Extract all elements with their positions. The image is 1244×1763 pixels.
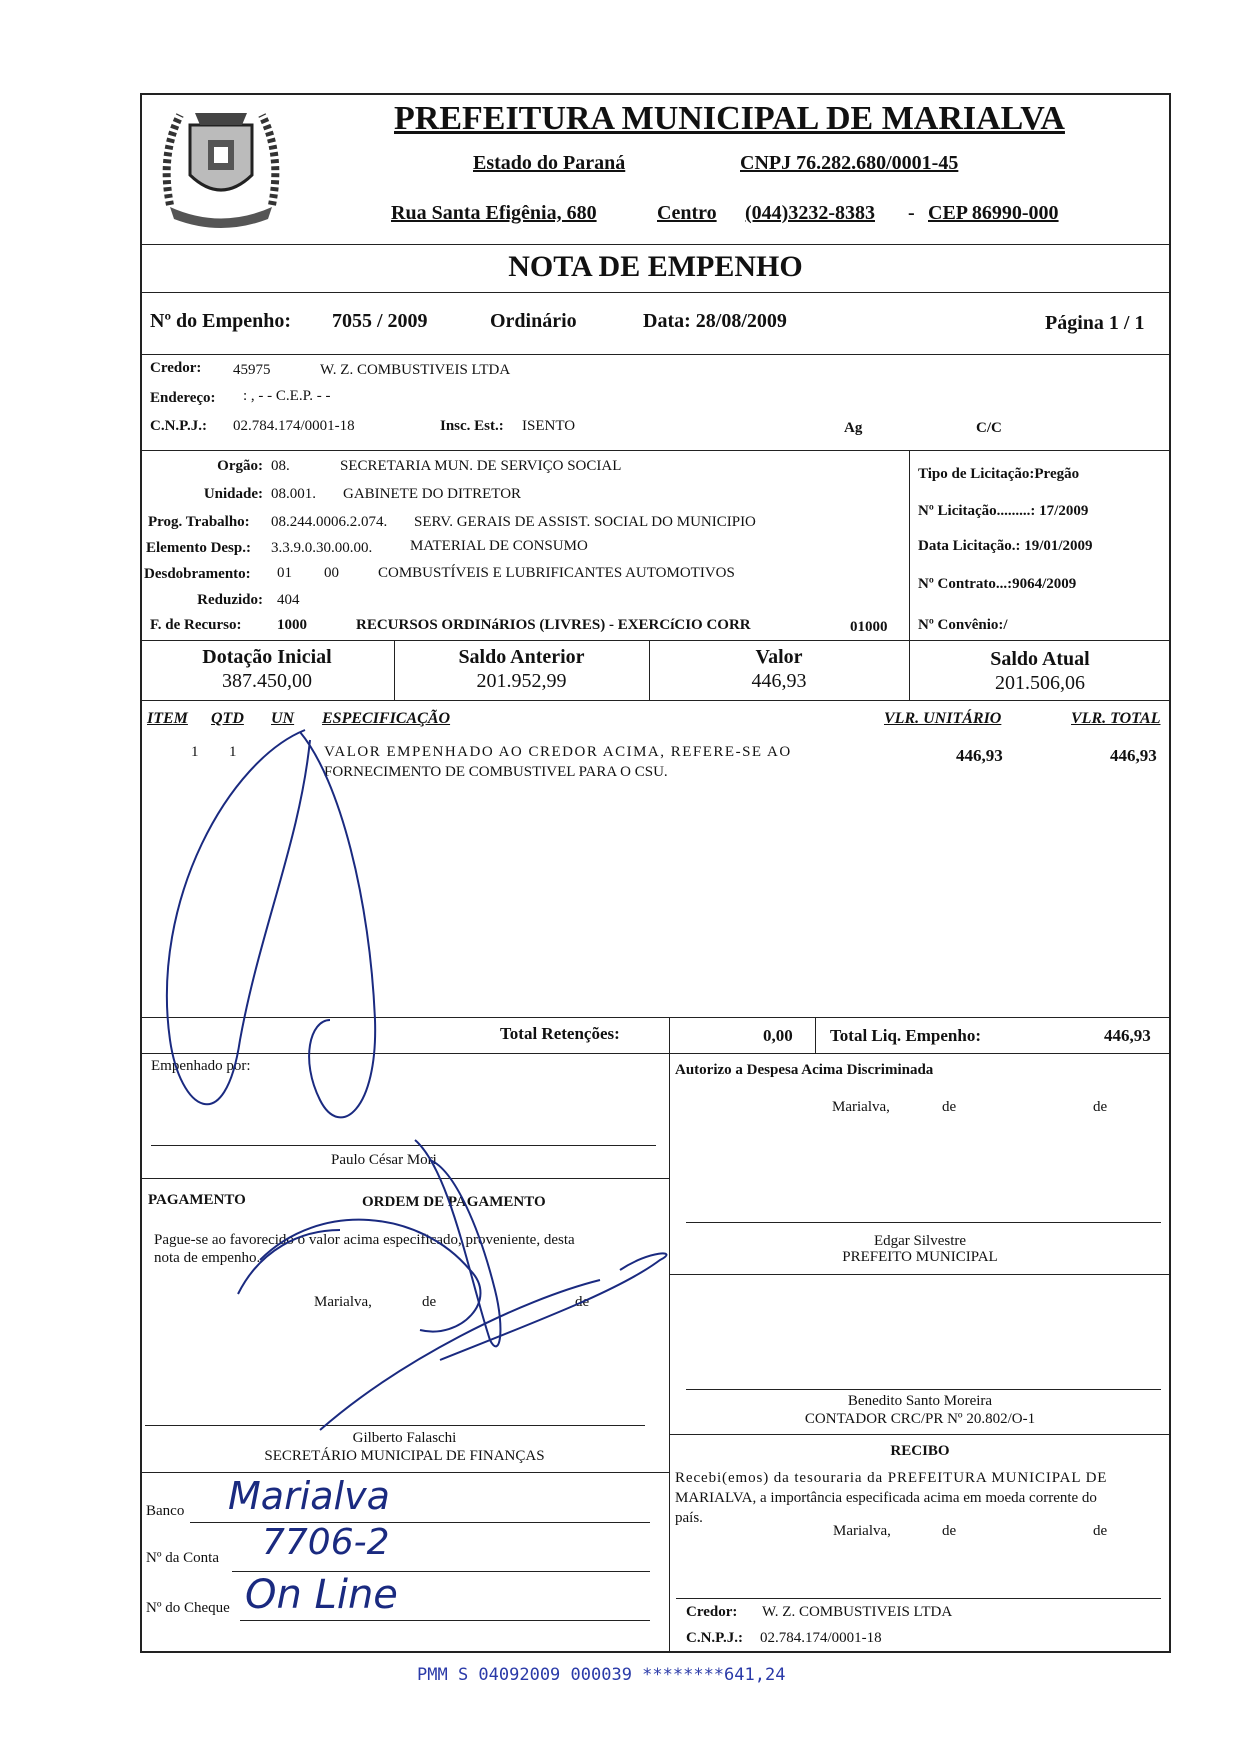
empenho-type: Ordinário (490, 310, 577, 332)
divider (140, 244, 1171, 245)
divider (669, 1017, 670, 1053)
autorizo-local: Marialva, (832, 1099, 890, 1115)
header-cep: CEP 86990-000 (928, 202, 1059, 224)
recibo-cnpj-label: C.N.P.J.: (686, 1630, 743, 1646)
divider (140, 1178, 669, 1179)
reduzido-value: 404 (277, 592, 300, 608)
autorizo-label: Autorizo a Despesa Acima Discriminada (675, 1062, 934, 1078)
recibo-label: RECIBO (890, 1443, 950, 1459)
elemento-name: MATERIAL DE CONSUMO (410, 538, 588, 554)
dotacao-label: Dotação Inicial (202, 646, 332, 668)
col-vlr-unitario: VLR. UNITÁRIO (884, 710, 1002, 727)
header-separator: - (908, 202, 915, 224)
signature-line (676, 1598, 1161, 1599)
divider (815, 1017, 816, 1053)
doc-title: NOTA DE EMPENHO (508, 250, 803, 283)
header-title: PREFEITURA MUNICIPAL DE MARIALVA (394, 100, 1065, 137)
recibo-text-line1: Recebi(emos) da tesouraria da PREFEITURA MUNICIPAL DE (675, 1470, 1108, 1486)
divider (140, 1017, 1171, 1018)
empenhado-label: Empenhado por: (151, 1058, 251, 1074)
item-description-line2: FORNECIMENTO DE COMBUSTIVEL PARA O CSU. (324, 764, 668, 780)
recibo-credor-name: W. Z. COMBUSTIVEIS LTDA (762, 1604, 953, 1620)
divider (140, 450, 1171, 451)
valor-value: 446,93 (751, 670, 807, 692)
divider (140, 700, 1171, 701)
col-qtd: QTD (211, 710, 244, 727)
field-line (190, 1522, 650, 1523)
autorizo-de2: de (1093, 1099, 1108, 1115)
prog-label: Prog. Trabalho: (148, 514, 250, 530)
item-qtd: 1 (229, 744, 237, 760)
fonte-label: F. de Recurso: (150, 617, 242, 633)
elemento-label: Elemento Desp.: (146, 540, 251, 556)
contador-name: Benedito Santo Moreira (847, 1393, 993, 1409)
empenho-number-label: Nº do Empenho: (150, 310, 292, 332)
credor-label: Credor: (150, 360, 202, 376)
pagamento-label: PAGAMENTO (148, 1192, 246, 1208)
licitacao-data: Data Licitação.: 19/01/2009 (918, 538, 1093, 554)
header-endereco: Rua Santa Efigênia, 680 (391, 202, 597, 224)
empenho-number: 7055 / 2009 (332, 310, 428, 332)
pagamento-de1: de (422, 1294, 437, 1310)
municipal-coat-of-arms-icon (150, 95, 292, 235)
item-number: 1 (191, 744, 199, 760)
orgao-name: SECRETARIA MUN. DE SERVIÇO SOCIAL (340, 458, 622, 474)
page-number: Página 1 / 1 (1045, 312, 1145, 334)
credor-code: 45975 (233, 362, 271, 378)
pagamento-local: Marialva, (314, 1294, 372, 1310)
licitacao-numero: Nº Licitação.........: 17/2009 (918, 503, 1089, 519)
licitacao-convenio: Nº Convênio:/ (918, 617, 1008, 633)
insc-label: Insc. Est.: (440, 418, 504, 434)
header-cnpj: CNPJ 76.282.680/0001-45 (740, 152, 959, 174)
dotacao-value: 387.450,00 (222, 670, 312, 692)
empenho-date: Data: 28/08/2009 (643, 310, 787, 332)
banco-label: Banco (146, 1503, 185, 1519)
desdobramento-label: Desdobramento: (144, 566, 251, 582)
divider (909, 450, 910, 640)
saldo-atual-value: 201.506,06 (995, 672, 1085, 694)
divider (669, 1053, 670, 1653)
total-liquido-value: 446,93 (1104, 1026, 1151, 1045)
divider (140, 1053, 1171, 1054)
endereco-label: Endereço: (150, 390, 216, 406)
recibo-cnpj-value: 02.784.174/0001-18 (760, 1630, 882, 1646)
saldo-anterior-value: 201.952,99 (476, 670, 567, 692)
field-line (240, 1620, 650, 1621)
col-un: UN (271, 710, 295, 727)
retencoes-value: 0,00 (763, 1026, 793, 1045)
recibo-credor-label: Credor: (686, 1604, 738, 1620)
divider (140, 1472, 669, 1473)
divider (140, 354, 1171, 355)
licitacao-contrato: Nº Contrato...:9064/2009 (918, 576, 1077, 592)
header-centro: Centro (657, 202, 717, 224)
conta-corrente-label: C/C (976, 420, 1002, 436)
recibo-local: Marialva, (833, 1523, 891, 1539)
secretario-cargo: SECRETÁRIO MUNICIPAL DE FINANÇAS (264, 1448, 545, 1464)
saldo-atual-label: Saldo Atual (990, 648, 1090, 670)
retencoes-label: Total Retenções: (500, 1024, 620, 1043)
desdobramento-code2: 00 (324, 565, 339, 581)
header-telefone: (044)3232-8383 (745, 202, 875, 224)
cnpj-label: C.N.P.J.: (150, 418, 207, 434)
col-especificacao: ESPECIFICAÇÃO (322, 710, 451, 727)
credor-name: W. Z. COMBUSTIVEIS LTDA (320, 362, 511, 378)
signature-line (686, 1222, 1161, 1223)
credor-cnpj: 02.784.174/0001-18 (233, 418, 355, 434)
ordem-pagamento-label: ORDEM DE PAGAMENTO (362, 1194, 546, 1210)
licitacao-tipo: Tipo de Licitação:Pregão (918, 466, 1080, 482)
elemento-code: 3.3.9.0.30.00.00. (271, 540, 373, 556)
divider (140, 640, 1171, 641)
fonte-code: 1000 (277, 617, 307, 633)
total-liquido-label: Total Liq. Empenho: (830, 1026, 981, 1045)
col-item: ITEM (147, 710, 188, 727)
empenhado-name: Paulo César Mori (331, 1152, 437, 1168)
prog-name: SERV. GERAIS DE ASSIST. SOCIAL DO MUNICIPIO (414, 514, 756, 530)
divider (669, 1274, 1171, 1275)
unidade-name: GABINETE DO DITRETOR (343, 486, 522, 502)
autorizo-de1: de (942, 1099, 957, 1115)
recibo-text-line2: MARIALVA, a importância especificada acima em moeda corrente do (675, 1490, 1097, 1506)
unidade-code: 08.001. (271, 486, 316, 502)
cheque-value: On Line (245, 1572, 398, 1618)
fonte-name: RECURSOS ORDINáRIOS (LIVRES) - EXERCíCIO CORR (356, 617, 751, 633)
unidade-label: Unidade: (203, 486, 263, 502)
payment-stamp: PMM S 04092009 000039 ********641,24 (417, 1665, 786, 1685)
orgao-code: 08. (271, 458, 290, 474)
divider (669, 1434, 1171, 1435)
prefeito-name: Edgar Silvestre (873, 1233, 967, 1249)
credor-address: : , - - C.E.P. - - (243, 388, 331, 404)
prefeito-cargo: PREFEITO MUNICIPAL (842, 1249, 998, 1265)
pagamento-text-line2: nota de empenho. (154, 1250, 261, 1266)
pagamento-de2: de (575, 1294, 590, 1310)
banco-value: Marialva (228, 1474, 390, 1518)
secretario-name: Gilberto Falaschi (352, 1430, 457, 1446)
valor-label: Valor (755, 646, 803, 668)
signature-line (686, 1389, 1161, 1390)
divider (140, 292, 1171, 293)
item-unit-value: 446,93 (956, 746, 1003, 765)
insc-value: ISENTO (522, 418, 576, 434)
desdobramento-code1: 01 (277, 565, 292, 581)
recibo-text-line3: país. (675, 1510, 703, 1526)
contador-cargo: CONTADOR CRC/PR Nº 20.802/O-1 (804, 1411, 1036, 1427)
signature-line (145, 1425, 645, 1426)
cheque-label: Nº do Cheque (146, 1600, 230, 1616)
conta-value: 7706-2 (262, 1522, 390, 1563)
item-description-line1: VALOR EMPENHADO AO CREDOR ACIMA, REFERE-SE AO (324, 744, 792, 760)
header-estado: Estado do Paraná (473, 152, 626, 174)
reduzido-label: Reduzido: (197, 592, 263, 608)
col-vlr-total: VLR. TOTAL (1071, 710, 1161, 727)
saldo-anterior-label: Saldo Anterior (458, 646, 585, 668)
item-total-value: 446,93 (1110, 746, 1157, 765)
signature-line (151, 1145, 656, 1146)
agencia-label: Ag (844, 420, 863, 436)
desdobramento-name: COMBUSTÍVEIS E LUBRIFICANTES AUTOMOTIVOS (378, 565, 735, 581)
conta-label: Nº da Conta (146, 1550, 219, 1566)
fonte-code2: 01000 (850, 619, 888, 635)
recibo-de2: de (1093, 1523, 1108, 1539)
prog-code: 08.244.0006.2.074. (271, 514, 388, 530)
recibo-de1: de (942, 1523, 957, 1539)
orgao-label: Orgão: (217, 458, 263, 474)
pagamento-text-line1: Pague-se ao favorecido o valor acima especificado, proveniente, desta (154, 1232, 575, 1248)
